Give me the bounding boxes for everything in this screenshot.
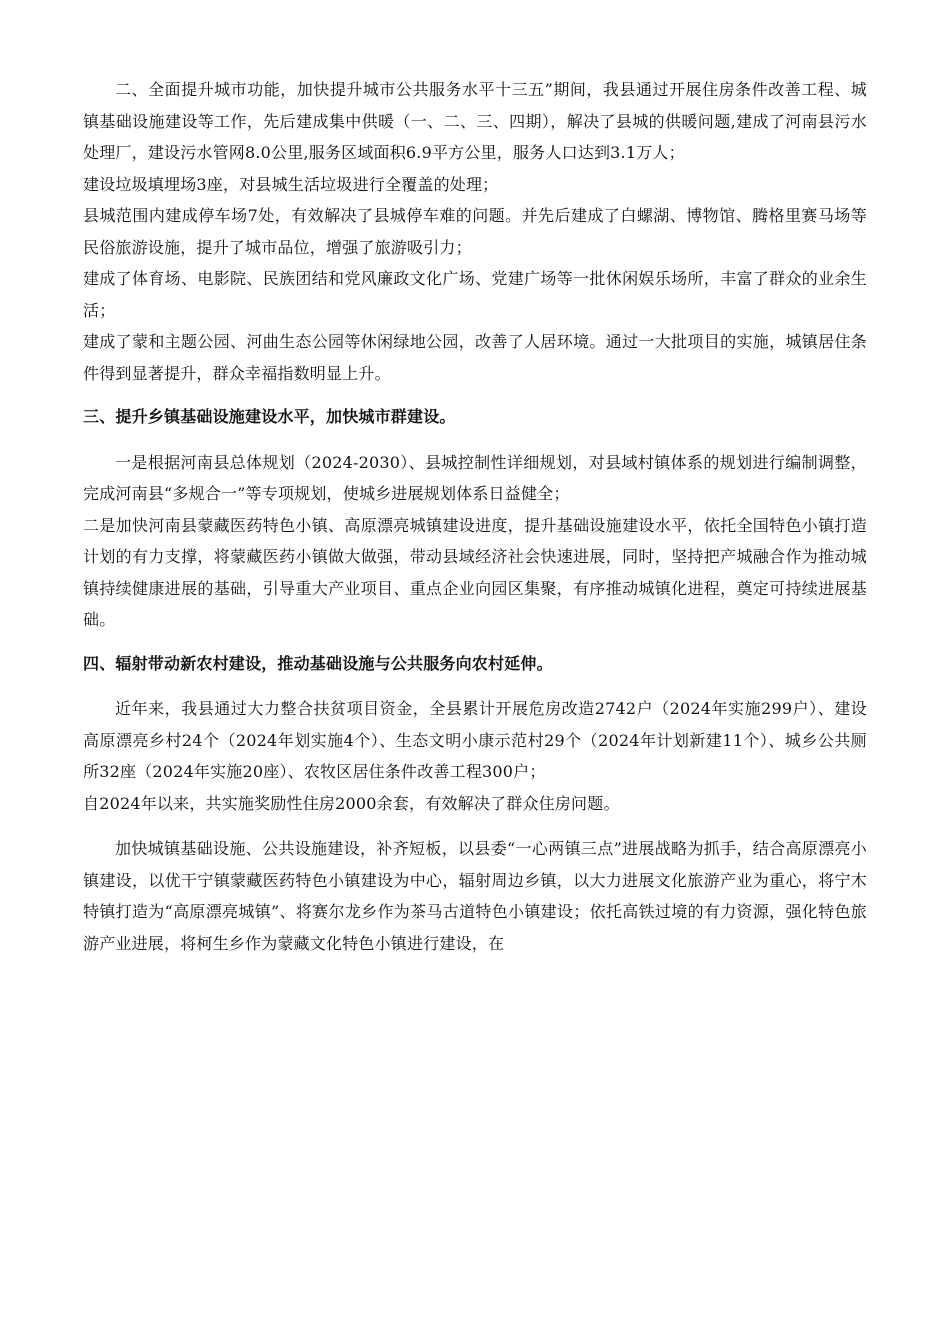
section2-paragraph-2: 建设垃圾填埋场3座，对县城生活垃圾进行全覆盖的处理； xyxy=(83,174,499,194)
section2-paragraph-3: 县城范围内建成停车场7处，有效解决了县城停车难的问题。并先后建成了白螺湖、博物馆、腾格里赛马场等民俗旅游设施，提升了城市品位，增强了旅游吸引力； xyxy=(83,206,867,257)
section4-paragraph-2: 自2024年以来，共实施奖励性住房2000余套，有效解决了群众住房问题。 xyxy=(83,793,620,813)
section3-heading: 三、提升乡镇基础设施建设水平，加快城市群建设。 xyxy=(83,407,456,426)
document-page xyxy=(83,74,867,959)
section4-paragraph-3: 加快城镇基础设施、公共设施建设，补齐短板，以县委“一心两镇三点”进展战略为抓手，结合高原漂亮小镇建设，以优干宁镇蒙藏医药特色小镇建设为中心，辐射周边乡镇，以大力进展文化旅游产业为重心，将宁木特镇打造为“高原漂亮城镇”、将赛尔龙乡作为茶马古道特色小镇建设；依托高铁过境的有力资源，强化特色旅游产业进展，将柯生乡作为蒙藏文化特色小镇进行建设，在 xyxy=(83,839,867,953)
section2-paragraph-1: 二、全面提升城市功能，加快提升城市公共服务水平十三五”期间，我县通过开展住房条件改善工程、城镇基础设施建设等工作，先后建成集中供暖（一、二、三、四期），解决了县城的供暖问题,建成了河南县污水处理厂，建设污水管网8.0公里,服务区域面积6.9平方公里，服务人口达到3.1万人； xyxy=(83,80,867,162)
section3-paragraph-1: 一是根据河南县总体规划（2024-2030）、县城控制性详细规划，对县域村镇体系的规划进行编制调整，完成河南县“多规合一”等专项规划，使城乡进展规划体系日益健全； xyxy=(83,452,867,503)
section3-paragraph-2: 二是加快河南县蒙藏医药特色小镇、高原漂亮城镇建设进度，提升基础设施建设水平，依托全国特色小镇打造计划的有力支撑，将蒙藏医药小镇做大做强，带动县域经济社会快速进展，同时，坚持把产城融合作为推动城镇持续健康进展的基础，引导重大产业项目、重点企业向园区集聚，有序推动城镇化进程，奠定可持续进展基础。 xyxy=(83,515,867,629)
section2-paragraph-5: 建成了蒙和主题公园、河曲生态公园等休闲绿地公园，改善了人居环境。通过一大批项目的实施，城镇居住条件得到显著提升，群众幸福指数明显上升。 xyxy=(83,332,867,383)
section4-heading: 四、辐射带动新农村建设，推动基础设施与公共服务向农村延伸。 xyxy=(83,653,553,673)
section4-paragraph-1: 近年来，我县通过大力整合扶贫项目资金，全县累计开展危房改造2742户（2024年实施299户）、建设高原漂亮乡村24个（2024年划实施4个）、生态文明小康示范村29个（2024年计划新建11个）、城乡公共厕所32座（2024年实施20座）、农牧区居住条件改善工程300户； xyxy=(83,699,867,781)
section2-paragraph-4: 建成了体育场、电影院、民族团结和党风廉政文化广场、党建广场等一批休闲娱乐场所，丰富了群众的业余生活； xyxy=(83,269,867,320)
